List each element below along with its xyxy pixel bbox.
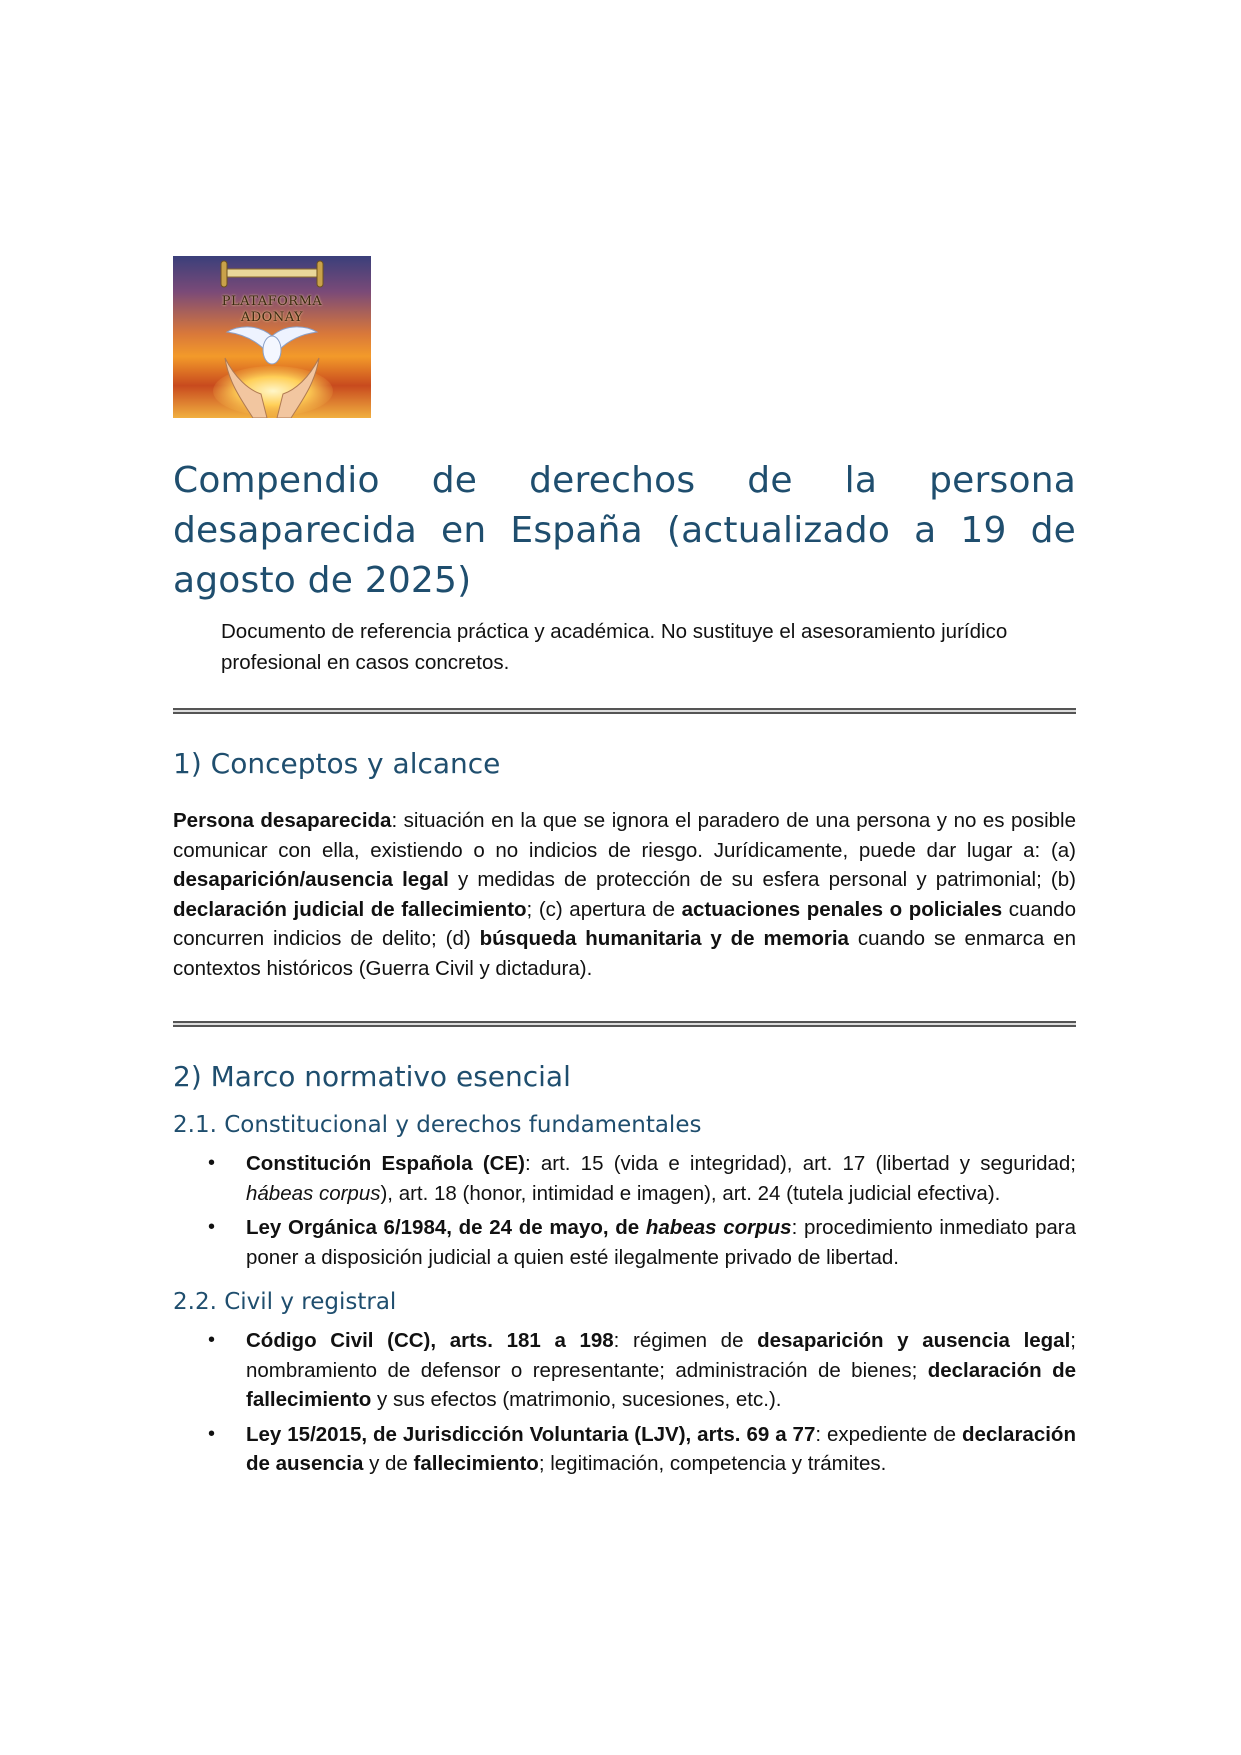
scroll-banner-icon	[217, 259, 327, 289]
bold-run: fallecimiento	[413, 1452, 539, 1475]
text-run: cuando concurren indicios de delito; (d)	[173, 897, 1076, 950]
bold-run: declaración de fallecimiento	[246, 1358, 1077, 1411]
document-page	[173, 256, 1076, 1484]
list-item	[173, 1420, 1076, 1479]
dove-hands-icon	[217, 318, 327, 418]
plataforma-adonay-logo	[173, 256, 371, 418]
text-run: : art. 15 (vida e integridad), art. 17 (libertad y seguridad;	[524, 1152, 1076, 1175]
bold-run: búsqueda humanitaria y de memoria	[479, 927, 849, 950]
section-heading-marco: 2) Marco normativo esencial	[173, 1060, 571, 1093]
bold-run: declaración judicial de fallecimiento	[173, 897, 527, 921]
text-run: : expediente de	[815, 1422, 963, 1446]
section-heading-conceptos: 1) Conceptos y alcance	[173, 747, 501, 780]
text-run: ; legitimación, competencia y trámites.	[538, 1452, 887, 1475]
text-run: cuando se enmarca en contextos históricos (Guerra Civil y dictadura).	[173, 927, 1076, 980]
page-title: Compendio de derechos de la persona desaparecida en España (actualizado a 19 de agosto de 2025)	[173, 460, 1076, 601]
bullet-list	[173, 1149, 1076, 1272]
italic-run: hábeas corpus	[246, 1181, 381, 1205]
logo-brand-line2: ADONAY	[240, 310, 304, 325]
bold-run: desaparición y ausencia legal	[757, 1329, 1071, 1352]
bold-run: Código Civil (CC), arts. 181 a 198	[246, 1329, 614, 1352]
text-run: : situación en la que se ignora el paradero de una persona y no es posible comunicar con ella, existiendo o no indicios de riesgo. Jurídicamente, puede dar lugar a: (a)	[173, 809, 1076, 862]
section-paragraph	[173, 806, 1076, 983]
logo-brand-line1: PLATAFORMA	[221, 294, 323, 309]
bold-italic-run: habeas corpus	[645, 1216, 792, 1239]
bold-run: Ley Orgánica 6/1984, de 24 de mayo, de	[246, 1216, 646, 1239]
bold-run: Constitución Española (CE)	[246, 1152, 525, 1175]
section-divider	[173, 1021, 1076, 1027]
bold-run: Ley 15/2015, de Jurisdicción Voluntaria (LJV), arts. 69 a 77	[246, 1422, 816, 1446]
subsection-heading-civil: 2.2. Civil y registral	[173, 1289, 397, 1315]
text-run: : procedimiento inmediato para poner a disposición judicial a quien esté ilegalmente privado de libertad.	[246, 1216, 1076, 1269]
text-run: y sus efectos (matrimonio, sucesiones, etc.).	[371, 1388, 782, 1411]
text-run: ; nombramiento de defensor o representante; administración de bienes;	[246, 1329, 1076, 1382]
list-item	[173, 1149, 1076, 1208]
disclaimer-text: Documento de referencia práctica y académica. No sustituye el asesoramiento jurídico profesional en casos concretos.	[221, 620, 1008, 674]
subsection-heading-constitucional: 2.1. Constitucional y derechos fundamentales	[173, 1112, 702, 1138]
text-run: ), art. 18 (honor, intimidad e imagen), art. 24 (tutela judicial efectiva).	[380, 1181, 1001, 1205]
list-item	[173, 1326, 1076, 1415]
bullet-list	[173, 1326, 1076, 1479]
bold-run: actuaciones penales o policiales	[681, 897, 1003, 921]
bold-run: declaración de ausencia	[246, 1422, 1076, 1475]
text-run: y medidas de protección de su esfera personal y patrimonial; (b)	[448, 868, 1076, 891]
section-divider	[173, 708, 1076, 714]
list-item	[173, 1213, 1076, 1272]
text-run: ; (c) apertura de	[526, 897, 682, 921]
text-run: : régimen de	[613, 1329, 758, 1352]
bold-run: Persona desaparecida	[173, 809, 392, 832]
text-run: y de	[363, 1452, 414, 1475]
bold-run: desaparición/ausencia legal	[173, 868, 449, 891]
